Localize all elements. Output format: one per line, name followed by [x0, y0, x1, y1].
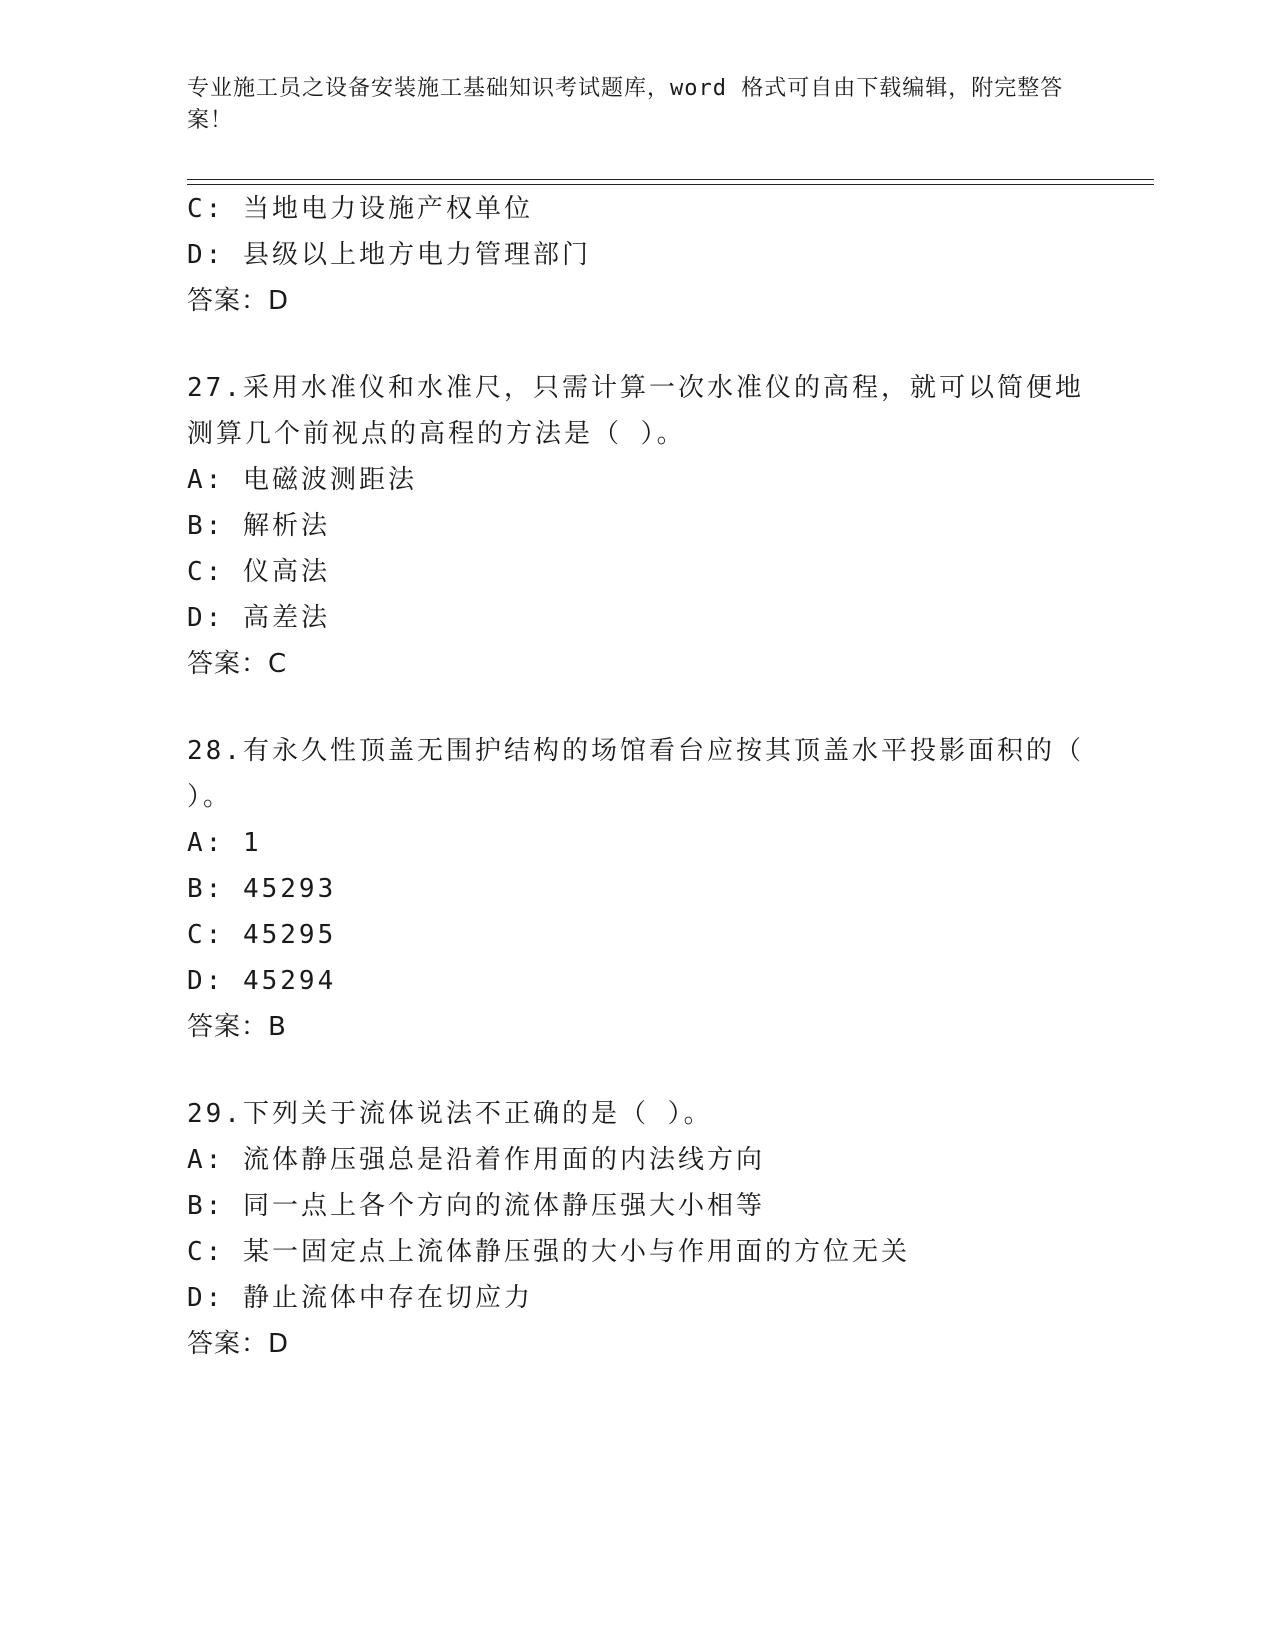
- question-28: [187, 728, 1087, 1050]
- option-c: C: 某一固定点上流体静压强的大小与作用面的方位无关: [187, 1237, 910, 1267]
- answer-line: 答案：C: [187, 649, 288, 679]
- question-stem-line-2: 测算几个前视点的高程的方法是（ ）。: [187, 419, 686, 449]
- option-d: D: 高差法: [187, 603, 330, 633]
- question-27: [187, 365, 1087, 687]
- option-b: B: 45293: [187, 874, 337, 904]
- answer-line: 答案：D: [187, 286, 290, 316]
- option-d: D: 45294: [187, 966, 337, 996]
- answer-line: 答案：D: [187, 1329, 290, 1359]
- option-a: A: 电磁波测距法: [187, 465, 417, 495]
- option-c: C: 当地电力设施产权单位: [187, 194, 533, 224]
- option-a: A: 流体静压强总是沿着作用面的内法线方向: [187, 1145, 765, 1175]
- question-26-tail: [187, 186, 1087, 324]
- option-c: C: 仪高法: [187, 557, 330, 587]
- option-d: D: 静止流体中存在切应力: [187, 1283, 533, 1313]
- option-b: B: 解析法: [187, 511, 330, 541]
- document-header: 专业施工员之设备安装施工基础知识考试题库，word 格式可自由下载编辑，附完整答案！: [187, 76, 1064, 133]
- question-stem-line-2: ）。: [187, 782, 233, 812]
- question-list: [187, 186, 1087, 1367]
- option-d: D: 县级以上地方电力管理部门: [187, 240, 591, 270]
- option-a: A: 1: [187, 828, 262, 858]
- answer-line: 答案：B: [187, 1012, 287, 1042]
- option-c: C: 45295: [187, 920, 337, 950]
- header-divider-bottom: [187, 184, 1154, 185]
- question-stem-line-1: 29.下列关于流体说法不正确的是（ ）。: [187, 1099, 713, 1129]
- question-stem-line-1: 27.采用水准仪和水准尺，只需计算一次水准仪的高程，就可以简便地: [187, 373, 1084, 403]
- option-b: B: 同一点上各个方向的流体静压强大小相等: [187, 1191, 765, 1221]
- header-divider-top: [187, 179, 1154, 180]
- question-stem-line-1: 28.有永久性顶盖无围护结构的场馆看台应按其顶盖水平投影面积的（: [187, 736, 1084, 766]
- question-29: [187, 1091, 1087, 1367]
